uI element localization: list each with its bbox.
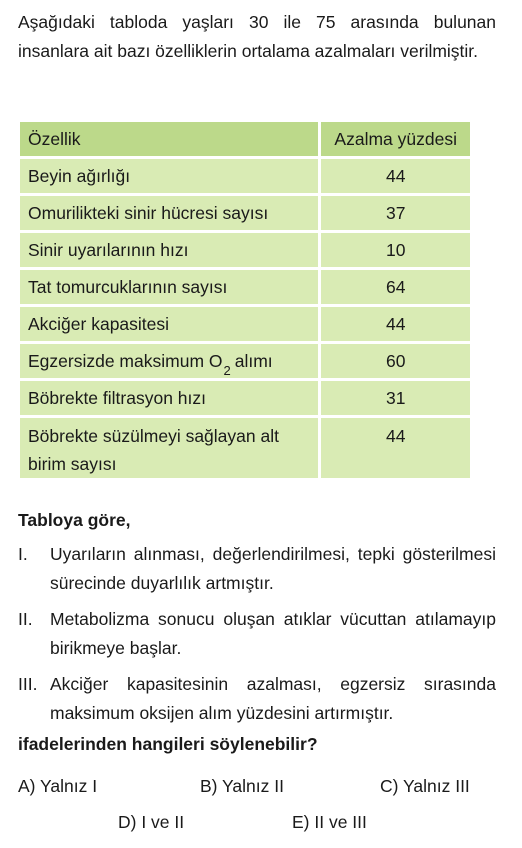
row-label: Böbrekte filtrasyon hızı [20,381,318,415]
row-label: Sinir uyarılarının hızı [20,233,318,267]
table-header-row [20,122,470,156]
table-row [20,270,470,304]
row-value: 64 [318,270,470,304]
row-value: 31 [318,381,470,415]
row-value: 44 [318,159,470,193]
row-value: 60 [318,344,470,378]
table-row [20,418,470,478]
row-label: Tat tomurcuklarının sayısı [20,270,318,304]
option-b[interactable]: B) Yalnız II [200,776,284,796]
option-e[interactable]: E) II ve III [292,812,367,832]
question-tail: ifadelerinden hangileri söylenebilir? [18,734,318,754]
row-label [20,344,318,378]
row-label: Beyin ağırlığı [20,159,318,193]
row-value: 44 [318,418,470,478]
row-label-tail: alımı [234,350,273,371]
statement-number: I. [18,544,28,564]
row-label: Akciğer kapasitesi [20,307,318,341]
statement-3 [18,670,496,728]
row-value: 10 [318,233,470,267]
table-row [20,381,470,415]
statement-number: III. [18,674,38,694]
row-value: 44 [318,307,470,341]
table-row [20,196,470,230]
header-feature: Özellik [20,122,318,156]
row-label-main: Egzersizde maksimum O [28,350,223,371]
decline-table [20,119,470,481]
header-decline-percent: Azalma yüzdesi [318,122,470,156]
intro-text: Aşağıdaki tabloda yaşları 30 ile 75 arasında bulunan insanlara ait bazı özelliklerin ortalama azalmaları verilmiştir. [18,12,496,61]
statement-text: Akciğer kapasitesinin azalması, egzersiz sırasında maksimum oksijen alım yüzdesini artırmıştır. [50,674,496,723]
table-row [20,344,470,378]
statement-text: Uyarıların alınması, değerlendirilmesi, tepki gösterilmesi sürecinde duyarlılık artmıştır. [50,544,496,593]
statement-text: Metabolizma sonucu oluşan atıklar vücuttan atılamayıp birikmeye başlar. [50,609,496,658]
statement-number: II. [18,609,33,629]
option-d[interactable]: D) I ve II [118,812,185,832]
option-c[interactable]: C) Yalnız III [380,776,470,796]
row-label: Böbrekte süzülmeyi sağlayan alt birim sayısı [20,418,318,478]
row-value: 37 [318,196,470,230]
subscript-two: 2 [223,362,231,378]
statement-2 [18,605,496,663]
table-row [20,159,470,193]
statement-1 [18,540,496,598]
table-row [20,233,470,267]
question-lead: Tabloya göre, [18,510,131,530]
option-a[interactable]: A) Yalnız I [18,776,98,796]
table-row [20,307,470,341]
row-label: Omurilikteki sinir hücresi sayısı [20,196,318,230]
